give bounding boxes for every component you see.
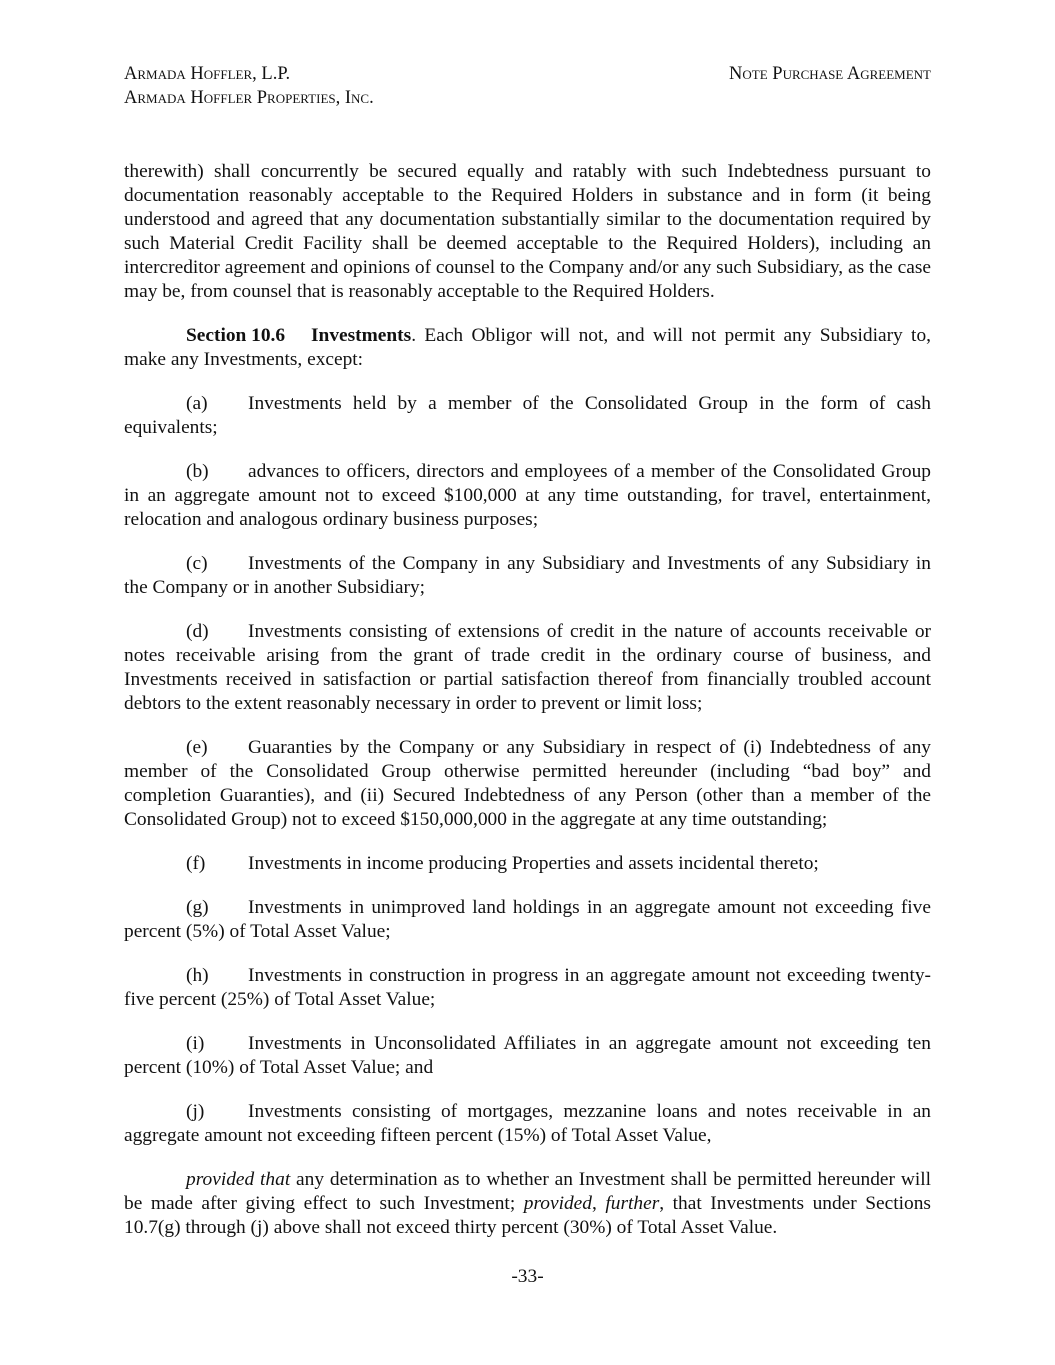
header-company-line1: Armada Hoffler, L.P. [124, 64, 291, 84]
list-item-text: Investments held by a member of the Consolidated Group in the form of cash equivalents; [124, 393, 931, 438]
list-item [124, 736, 931, 832]
list-item [124, 460, 931, 532]
list-item-text: Guaranties by the Company or any Subsidiary in respect of (i) Indebtedness of any member of the Consolidated Group otherwise permitted hereunder (including “bad boy” and completion Guaranties), and (ii) Secured Indebtedness of any Person (other than a member of the Consolidated Group) not to exceed $150,000,000 in the aggregate at any time outstanding; [124, 737, 931, 830]
list-item-label: (f) [186, 853, 206, 874]
list-item [124, 1100, 931, 1148]
proviso-paragraph [124, 1168, 931, 1240]
list-item-text: advances to officers, directors and employees of a member of the Consolidated Group in an aggregate amount not to exceed $100,000 at any time outstanding, for travel, entertainment, relocation and analogous ordinary business purposes; [124, 461, 931, 530]
list-item-label: (a) [186, 393, 208, 414]
proviso-emphasis: provided [523, 1193, 592, 1214]
list-item [124, 552, 931, 600]
list-item-label: (d) [186, 621, 209, 642]
list-item-text: Investments consisting of extensions of credit in the nature of accounts receivable or notes receivable arising from the grant of trade credit in the ordinary course of business, and Investments received in satisfaction or partial satisfaction thereof from financially troubled account debtors to the extent reasonably necessary in order to prevent or limit loss; [124, 621, 931, 714]
list-item [124, 964, 931, 1012]
list-item-label: (g) [186, 897, 209, 918]
document-page [124, 62, 931, 1260]
list-item [124, 852, 931, 876]
list-item [124, 1032, 931, 1080]
list-item-label: (i) [186, 1033, 205, 1054]
header-left [124, 62, 374, 110]
page-number: -33- [511, 1266, 544, 1287]
list-item [124, 620, 931, 716]
header-company-line2: Armada Hoffler Properties, Inc. [124, 88, 374, 108]
proviso-text: , that Investments under Sections 10.7(g) through (j) above shall not exceed thirty percent (30%) of Total Asset Value. [124, 1193, 931, 1238]
proviso-emphasis: further [605, 1193, 660, 1214]
section-intro: . Each Obligor will not, and will not permit any Subsidiary to, make any Investments, except: [124, 325, 931, 370]
proviso-emphasis: provided that [186, 1169, 291, 1190]
document-body [124, 160, 931, 1240]
proviso-text: any determination as to whether an Investment shall be permitted hereunder will be made after giving effect to such Investment; [124, 1169, 931, 1214]
list-item-text: Investments of the Company in any Subsidiary and Investments of any Subsidiary in the Company or in another Subsidiary; [124, 553, 931, 598]
list-item-label: (h) [186, 965, 209, 986]
list-item-text: Investments consisting of mortgages, mezzanine loans and notes receivable in an aggregate amount not exceeding fifteen percent (15%) of Total Asset Value, [124, 1101, 931, 1146]
list-item-text: Investments in income producing Properties and assets incidental thereto; [248, 853, 819, 874]
list-item-text: Investments in Unconsolidated Affiliates in an aggregate amount not exceeding ten percent (10%) of Total Asset Value; and [124, 1033, 931, 1078]
section-number: Section 10.6 [186, 325, 286, 346]
section-title: Investments [311, 325, 412, 346]
proviso-text: , [591, 1193, 606, 1214]
list-item [124, 392, 931, 440]
list-item-text: Investments in construction in progress in an aggregate amount not exceeding twenty-five percent (25%) of Total Asset Value; [124, 965, 931, 1010]
list-item [124, 896, 931, 944]
page-header [124, 62, 931, 110]
continuation-paragraph: therewith) shall concurrently be secured equally and ratably with such Indebtedness pursuant to documentation reasonably acceptable to the Required Holders in substance and in form (it being understood and agreed that any documentation substantially similar to the documentation required by such Material Credit Facility shall be deemed acceptable to the Required Holders), including an intercreditor agreement and opinions of counsel to the Company and/or any such Subsidiary, as the case may be, from counsel that is reasonably acceptable to the Required Holders. [124, 161, 931, 302]
section-heading-paragraph [124, 324, 931, 372]
list-item-label: (j) [186, 1101, 205, 1122]
list-item-label: (b) [186, 461, 209, 482]
list-item-label: (e) [186, 737, 208, 758]
list-item-label: (c) [186, 553, 208, 574]
header-document-title: Note Purchase Agreement [729, 64, 931, 84]
list-item-text: Investments in unimproved land holdings in an aggregate amount not exceeding five percent (5%) of Total Asset Value; [124, 897, 931, 942]
